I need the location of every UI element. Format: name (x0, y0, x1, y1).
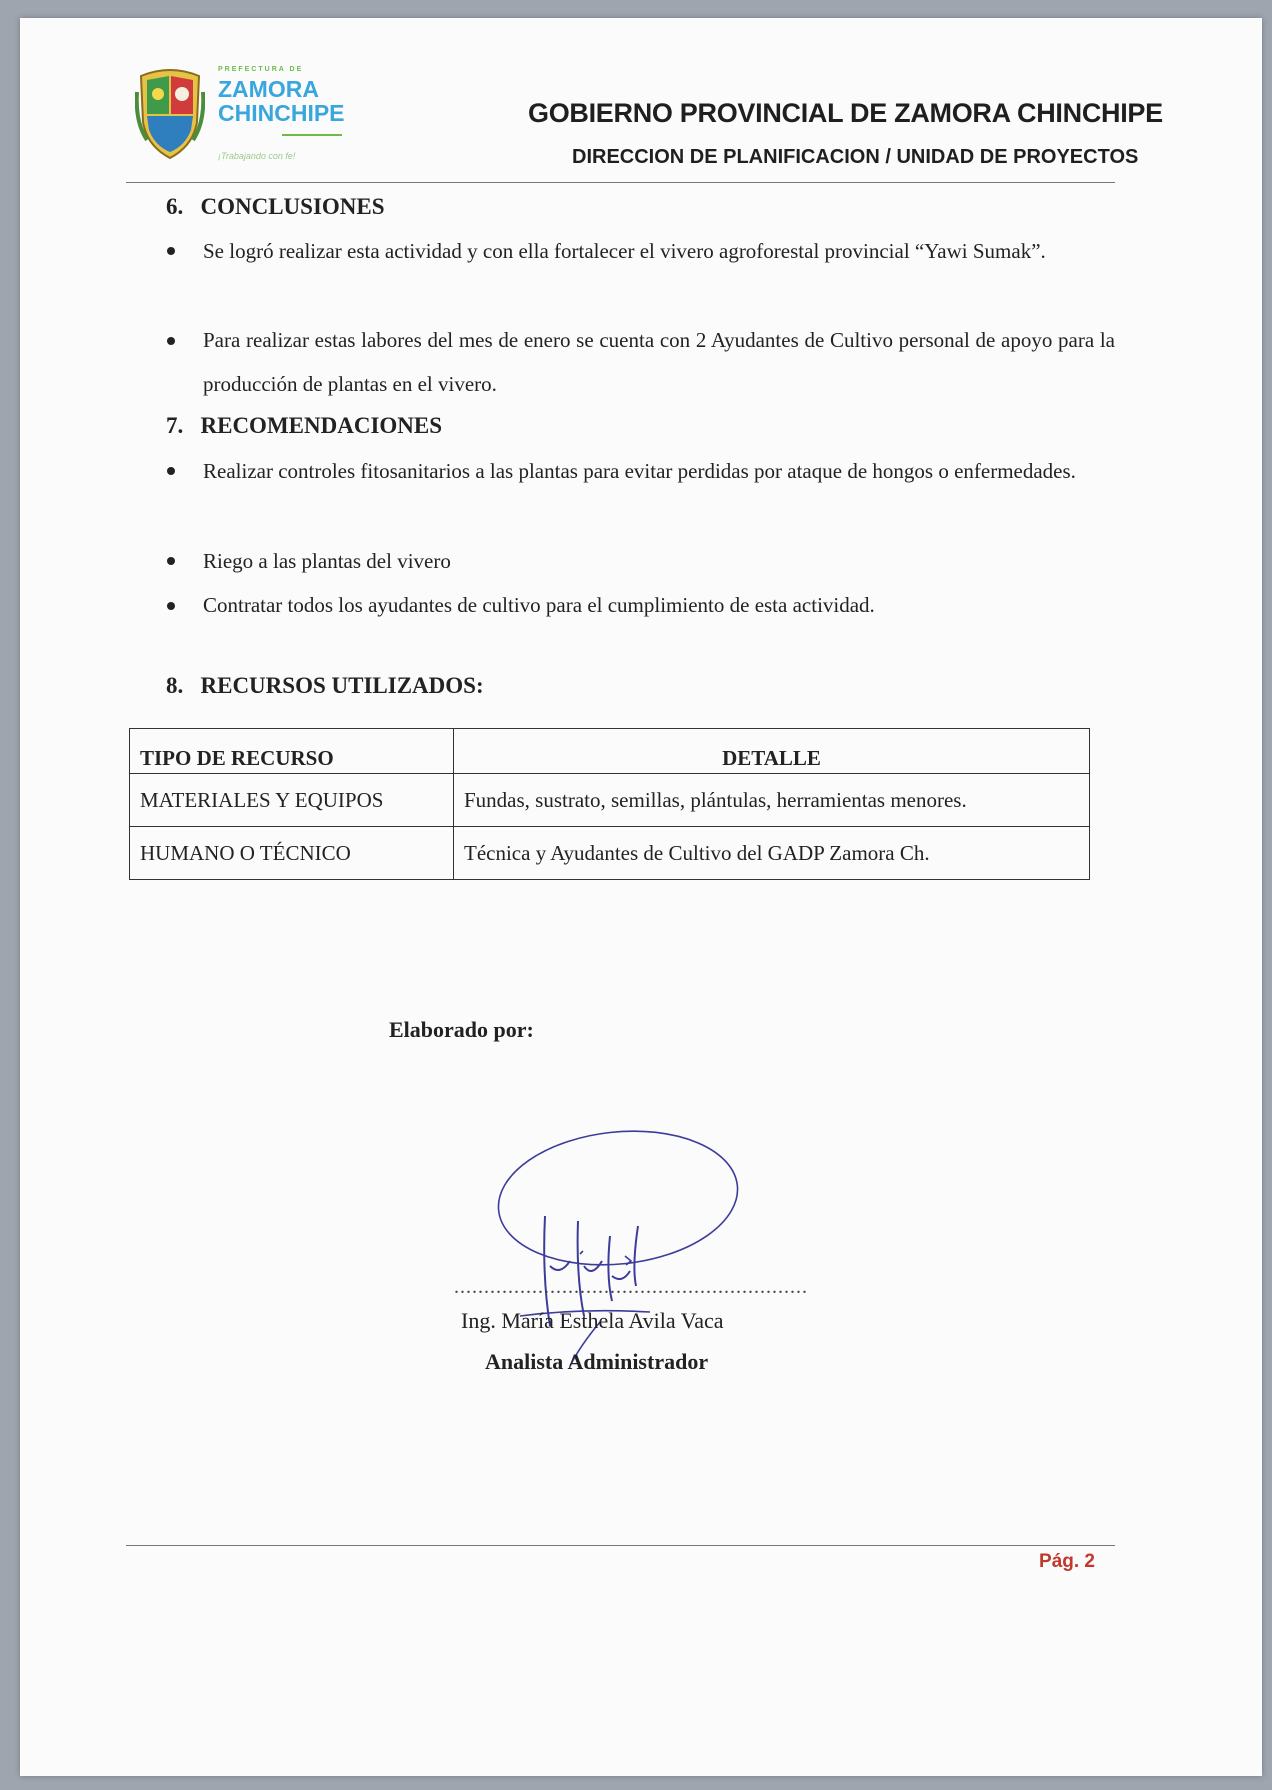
logo-tagline: ¡Trabajando con fe! (218, 151, 296, 161)
table-header-row (130, 729, 1090, 774)
document-page (20, 18, 1262, 1776)
list-item: Contratar todos los ayudantes de cultivo para el cumplimiento de esta actividad. (203, 593, 875, 617)
logo-divider (282, 134, 342, 136)
list-bullet (167, 557, 175, 565)
page-number: Pág. 2 (1039, 1551, 1095, 1572)
elaborado-label: Elaborado por: (389, 1017, 534, 1042)
signer-name: Ing. María Esthela Avila Vaca (461, 1308, 724, 1333)
table-cell: MATERIALES Y EQUIPOS (130, 774, 454, 827)
section-heading-recomendaciones: 7. RECOMENDACIONES (166, 413, 443, 438)
header-subtitle: DIRECCION DE PLANIFICACION / UNIDAD DE PROYECTOS (572, 146, 1139, 168)
footer-rule (126, 1545, 1115, 1546)
section-heading-recursos: 8. RECURSOS UTILIZADOS: (166, 673, 484, 698)
signer-role: Analista Administrador (485, 1349, 709, 1374)
logo-name-line2: CHINCHIPE (218, 100, 345, 126)
table-cell: Técnica y Ayudantes de Cultivo del GADP Zamora Ch. (454, 827, 1090, 880)
table-header-detalle: DETALLE (454, 729, 1090, 774)
table-header-tipo: TIPO DE RECURSO (130, 729, 454, 774)
coat-of-arms-icon (135, 62, 205, 162)
section-heading-conclusiones: 6. CONCLUSIONES (166, 194, 385, 219)
table-row (130, 774, 1090, 827)
list-bullet (167, 467, 175, 475)
header-title: GOBIERNO PROVINCIAL DE ZAMORA CHINCHIPE (528, 98, 1163, 128)
list-bullet (167, 602, 175, 610)
header-rule (126, 182, 1115, 183)
signature-line: ........................................................... (454, 1276, 808, 1298)
list-item: Se logró realizar esta actividad y con ella fortalecer el vivero agroforestal provincial “Yawi Sumak”. (203, 239, 1046, 263)
table-row (130, 827, 1090, 880)
table-cell: Fundas, sustrato, semillas, plántulas, herramientas menores. (454, 774, 1090, 827)
list-item: Riego a las plantas del vivero (203, 549, 451, 573)
logo-name-line1: ZAMORA (218, 76, 319, 102)
table-cell: HUMANO O TÉCNICO (130, 827, 454, 880)
list-item: Para realizar estas labores del mes de enero se cuenta con 2 Ayudantes de Cultivo personal de apoyo para la producción de plantas en el vivero. (203, 328, 1115, 396)
list-bullet (167, 247, 175, 255)
list-bullet (167, 337, 175, 345)
list-item: Realizar controles fitosanitarios a las plantas para evitar perdidas por ataque de hongos o enfermedades. (203, 459, 1076, 483)
resources-table (129, 728, 1090, 880)
logo-prefix: PREFECTURA DE (218, 66, 304, 73)
